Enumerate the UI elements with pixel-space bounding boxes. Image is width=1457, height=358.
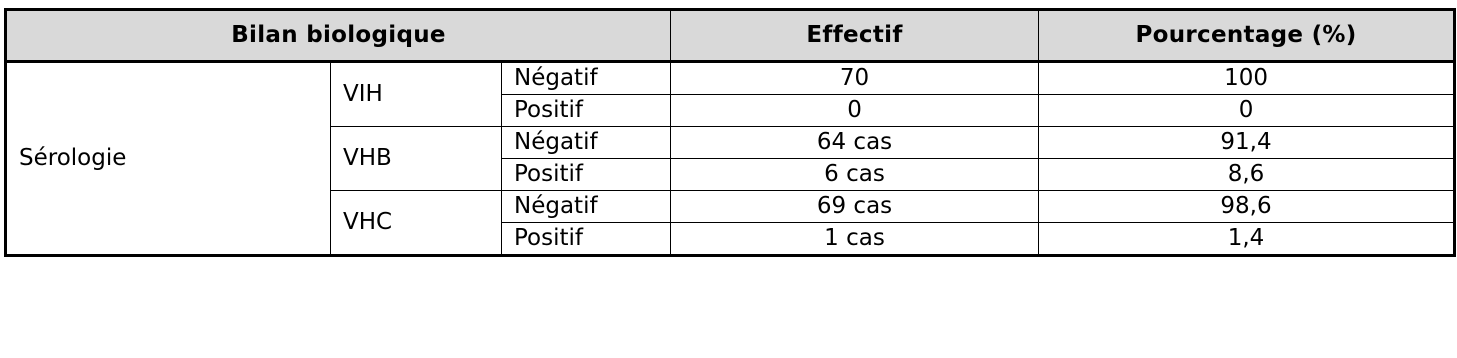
effectif-cell: 6 cas: [671, 159, 1039, 191]
effectif-cell: 0: [671, 95, 1039, 127]
pourcentage-cell: 8,6: [1039, 159, 1455, 191]
header-effectif: Effectif: [671, 10, 1039, 62]
result-cell: Positif: [502, 223, 671, 256]
effectif-cell: 64 cas: [671, 127, 1039, 159]
header-bilan-biologique: Bilan biologique: [6, 10, 671, 62]
effectif-cell: 69 cas: [671, 191, 1039, 223]
effectif-cell: 1 cas: [671, 223, 1039, 256]
header-row: [6, 10, 1455, 62]
pourcentage-cell: 0: [1039, 95, 1455, 127]
result-cell: Négatif: [502, 62, 671, 95]
bilan-biologique-table: [4, 8, 1456, 257]
result-cell: Négatif: [502, 191, 671, 223]
pourcentage-cell: 1,4: [1039, 223, 1455, 256]
result-cell: Négatif: [502, 127, 671, 159]
table-container: [4, 8, 1456, 257]
pourcentage-cell: 100: [1039, 62, 1455, 95]
group-cell-vhc: VHC: [331, 191, 502, 256]
effectif-cell: 70: [671, 62, 1039, 95]
result-cell: Positif: [502, 95, 671, 127]
result-cell: Positif: [502, 159, 671, 191]
pourcentage-cell: 91,4: [1039, 127, 1455, 159]
table-row: [6, 62, 1455, 95]
group-cell-vih: VIH: [331, 62, 502, 127]
pourcentage-cell: 98,6: [1039, 191, 1455, 223]
header-pourcentage: Pourcentage (%): [1039, 10, 1455, 62]
category-cell-serologie: Sérologie: [6, 62, 331, 256]
group-cell-vhb: VHB: [331, 127, 502, 191]
